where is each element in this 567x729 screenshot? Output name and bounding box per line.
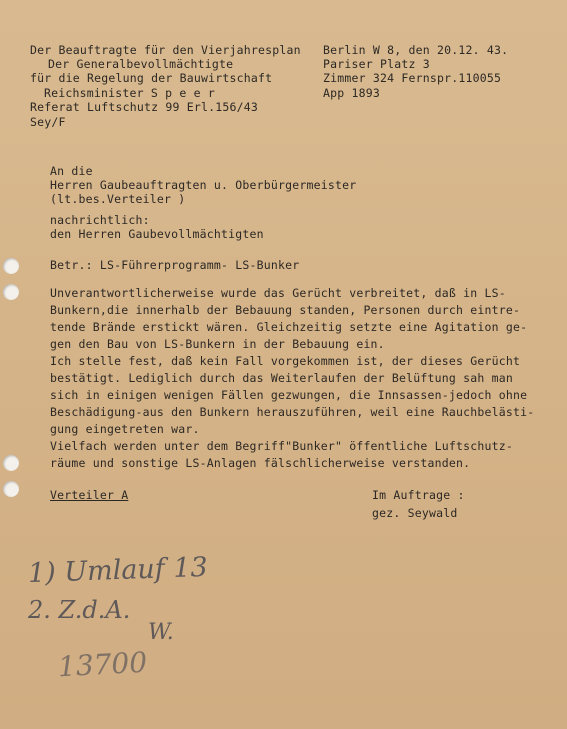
recipient-line: (lt.bes.Verteiler ) [50,192,186,206]
subject-line: Betr.: LS-Führerprogramm- LS-Bunker [50,258,300,272]
body-line: tende Brände erstickt wären. Gleichzeitig setzte eine Agitation ge- [50,320,528,334]
reference-line: Sey/F [30,115,66,129]
body-line: Beschädigung-aus den Bunkern herauszuführen, weil eine Rauchbelästi- [50,405,535,419]
body-line: bestätigt. Lediglich durch das Weiterlaufen der Belüftung sah man [50,371,514,385]
handwritten-note: W. [148,620,174,645]
body-line: Vielfach werden unter dem Begriff"Bunker" öffentliche Luftschutz- [50,439,514,453]
recipient-line: den Herren Gaubevollmächtigten [50,227,264,241]
body-line: gung eingetreten war. [50,422,200,436]
body-line: gen den Bau von LS-Bunkern in der Bebauung ein. [50,337,385,351]
recipient-line: An die [50,164,93,178]
body-line: Ich stelle fest, daß kein Fall vorgekommen ist, der dieses Gerücht [50,354,521,368]
signature-line: Im Auftrage : [372,488,465,502]
sender-line: Der Beauftragte für den Vierjahresplan [30,43,301,57]
place-date: Berlin W 8, den 20.12. 43. [323,43,509,57]
punch-hole [3,455,19,471]
sender-line: Reichsminister S p e e r [44,86,215,100]
room-phone: Zimmer 324 Fernspr.110055 [323,71,502,85]
handwritten-note: 1) Umlauf 13 [27,551,209,590]
body-line: räume und sonstige LS-Anlagen fälschlicherweise verstanden. [50,456,471,470]
distribution-label: Verteiler A [50,488,129,502]
extension: App 1893 [323,86,380,100]
punch-hole [3,258,19,274]
address: Pariser Platz 3 [323,57,430,71]
recipient-line: nachrichtlich: [50,213,150,227]
body-line: sich in einigen wenigen Fällen gezwungen, die Innsassen-jedoch ohne [50,388,528,402]
reference-line: Referat Luftschutz 99 Erl.156/43 [30,100,258,114]
body-line: Unverantwortlicherweise wurde das Gerücht verbreitet, daß in LS- [50,286,506,300]
handwritten-note: 2. Z.d.A. [28,596,131,624]
punch-hole [3,284,19,300]
sender-line: für die Regelung der Bauwirtschaft [30,71,273,85]
sender-line: Der Generalbevollmächtigte [48,57,234,71]
recipient-line: Herren Gaubeauftragten u. Oberbürgermeister [50,178,357,192]
punch-hole [3,481,19,497]
body-line: Bunkern,die innerhalb der Bebauung standen, Personen durch eintre- [50,303,521,317]
signature-name: gez. Seywald [372,506,458,520]
handwritten-number: 13700 [57,645,148,684]
